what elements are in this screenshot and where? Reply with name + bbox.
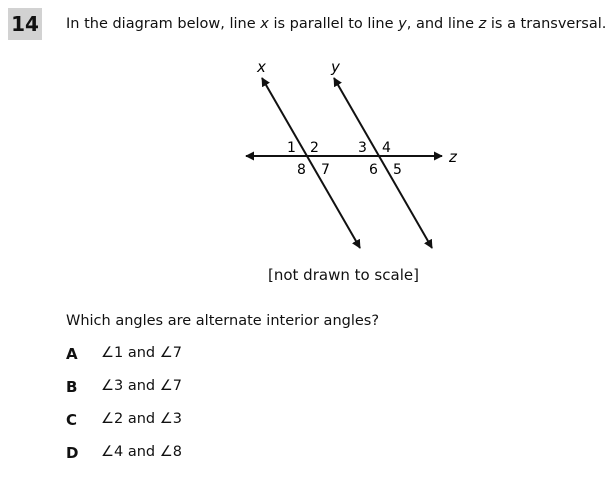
prompt-var-z: z xyxy=(478,16,487,32)
choice-text: ∠1 and ∠7 xyxy=(101,345,182,361)
angle-label-2: 2 xyxy=(310,140,319,156)
angle-label-5: 5 xyxy=(393,162,402,178)
line-y-label: y xyxy=(331,58,340,76)
question-ask: Which angles are alternate interior angles? xyxy=(66,313,380,329)
angle-label-3: 3 xyxy=(358,140,367,156)
angle-label-4: 4 xyxy=(382,140,391,156)
line-x-label: x xyxy=(257,58,266,76)
question-prompt xyxy=(66,16,606,32)
prompt-text-1: In the diagram below, line xyxy=(66,16,261,32)
angle-label-6: 6 xyxy=(369,162,378,178)
choice-letter: C xyxy=(66,411,78,429)
prompt-var-x: x xyxy=(260,16,269,32)
line-y xyxy=(334,78,432,248)
question-number: 14 xyxy=(8,8,42,40)
choice-text: ∠2 and ∠3 xyxy=(101,411,182,427)
angle-label-8: 8 xyxy=(297,162,306,178)
choice-letter: D xyxy=(66,444,79,462)
prompt-text-2: is parallel to line xyxy=(268,16,399,32)
line-z-label: z xyxy=(449,148,457,166)
choice-text: ∠3 and ∠7 xyxy=(101,378,182,394)
transversal-diagram xyxy=(240,55,470,260)
diagram-caption: [not drawn to scale] xyxy=(268,266,419,284)
angle-label-7: 7 xyxy=(321,162,330,178)
prompt-text-3: , and line xyxy=(406,16,479,32)
prompt-var-y: y xyxy=(398,16,407,32)
angle-label-1: 1 xyxy=(287,140,296,156)
prompt-text-4: is a transversal. xyxy=(486,16,607,32)
choice-letter: B xyxy=(66,378,78,396)
line-x xyxy=(262,78,360,248)
choice-letter: A xyxy=(66,345,78,363)
choice-text: ∠4 and ∠8 xyxy=(101,444,182,460)
